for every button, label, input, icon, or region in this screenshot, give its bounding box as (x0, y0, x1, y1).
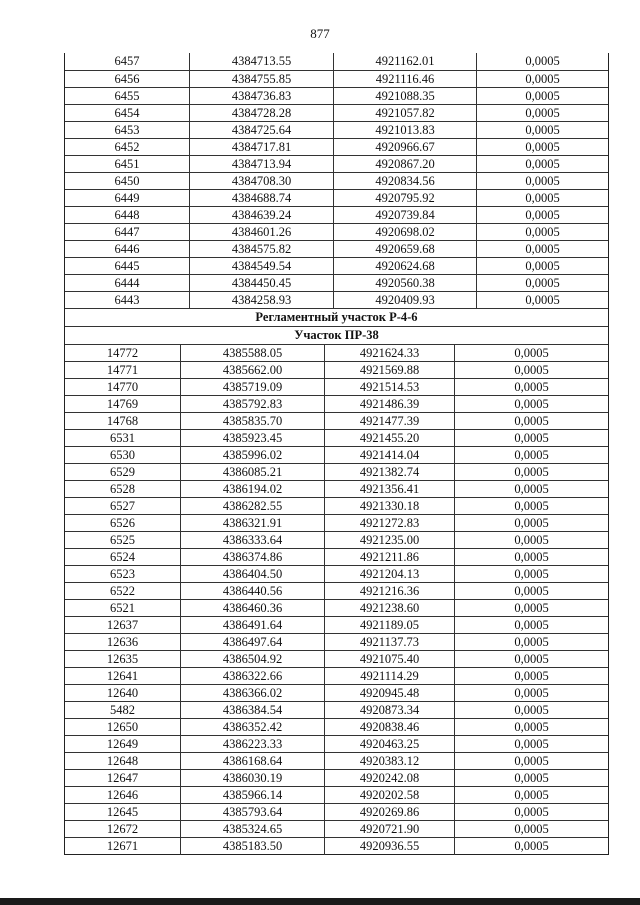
error-cell: 0,0005 (525, 225, 560, 239)
coordinates-table (64, 53, 609, 855)
table-row (65, 240, 608, 257)
point-number-cell: 6523 (65, 566, 181, 583)
y-coordinate-cell: 4920560.38 (334, 275, 477, 292)
table-row (65, 701, 608, 718)
y-coordinate-cell: 4920721.90 (325, 821, 455, 838)
table-row (65, 70, 608, 87)
table-row (65, 463, 608, 480)
error-cell: 0,0005 (525, 89, 560, 103)
x-coordinate-cell: 4386085.21 (181, 464, 325, 481)
y-coordinate-cell: 4920202.58 (325, 787, 455, 804)
y-coordinate-cell: 4921486.39 (325, 396, 455, 413)
y-coordinate-cell: 4921235.00 (325, 532, 455, 549)
error-cell: 0,0005 (514, 584, 549, 598)
point-number-cell: 6447 (65, 224, 190, 241)
point-number-cell: 12648 (65, 753, 181, 770)
point-number-cell: 6530 (65, 447, 181, 464)
y-coordinate-cell: 4920936.55 (325, 838, 455, 855)
point-number-cell: 6528 (65, 481, 181, 498)
error-cell: 0,0005 (514, 346, 549, 360)
error-cell: 0,0005 (514, 771, 549, 785)
error-cell: 0,0005 (514, 805, 549, 819)
table-row (65, 104, 608, 121)
x-coordinate-cell: 4386168.64 (181, 753, 325, 770)
x-coordinate-cell: 4384258.93 (190, 292, 334, 309)
table-row (65, 565, 608, 582)
error-cell: 0,0005 (525, 259, 560, 273)
error-cell: 0,0005 (525, 293, 560, 307)
point-number-cell: 12636 (65, 634, 181, 651)
table-row (65, 633, 608, 650)
error-cell: 0,0005 (514, 550, 549, 564)
point-number-cell: 6531 (65, 430, 181, 447)
x-coordinate-cell: 4384713.55 (190, 53, 334, 70)
error-cell: 0,0005 (514, 618, 549, 632)
y-coordinate-cell: 4921330.18 (325, 498, 455, 515)
section-header: Регламентный участок Р-4-6 (65, 308, 608, 326)
y-coordinate-cell: 4920795.92 (334, 190, 477, 207)
point-number-cell: 12650 (65, 719, 181, 736)
point-number-cell: 6526 (65, 515, 181, 532)
point-number-cell: 12637 (65, 617, 181, 634)
table-row (65, 138, 608, 155)
point-number-cell: 14770 (65, 379, 181, 396)
table-row (65, 87, 608, 104)
x-coordinate-cell: 4384450.45 (190, 275, 334, 292)
x-coordinate-cell: 4386384.54 (181, 702, 325, 719)
y-coordinate-cell: 4921624.33 (325, 345, 455, 362)
error-cell: 0,0005 (525, 208, 560, 222)
y-coordinate-cell: 4920624.68 (334, 258, 477, 275)
point-number-cell: 6451 (65, 156, 190, 173)
table-row (65, 344, 608, 361)
point-number-cell: 6455 (65, 88, 190, 105)
y-coordinate-cell: 4920838.46 (325, 719, 455, 736)
error-cell: 0,0005 (514, 380, 549, 394)
y-coordinate-cell: 4921088.35 (334, 88, 477, 105)
table-row (65, 820, 608, 837)
table-row (65, 206, 608, 223)
table-row (65, 752, 608, 769)
x-coordinate-cell: 4385835.70 (181, 413, 325, 430)
y-coordinate-cell: 4920383.12 (325, 753, 455, 770)
point-number-cell: 14769 (65, 396, 181, 413)
x-coordinate-cell: 4385588.05 (181, 345, 325, 362)
error-cell: 0,0005 (514, 703, 549, 717)
error-cell: 0,0005 (514, 788, 549, 802)
table-row (65, 155, 608, 172)
page-number: 877 (310, 26, 330, 41)
y-coordinate-cell: 4920966.67 (334, 139, 477, 156)
x-coordinate-cell: 4384639.24 (190, 207, 334, 224)
error-cell: 0,0005 (525, 123, 560, 137)
error-cell: 0,0005 (514, 516, 549, 530)
subsection-header: Участок ПР-38 (65, 326, 608, 344)
x-coordinate-cell: 4384755.85 (190, 71, 334, 88)
error-cell: 0,0005 (514, 686, 549, 700)
error-cell: 0,0005 (514, 839, 549, 853)
point-number-cell: 6448 (65, 207, 190, 224)
x-coordinate-cell: 4384549.54 (190, 258, 334, 275)
y-coordinate-cell: 4921514.53 (325, 379, 455, 396)
table-row (65, 378, 608, 395)
table-row (65, 769, 608, 786)
error-cell: 0,0005 (514, 465, 549, 479)
y-coordinate-cell: 4920867.20 (334, 156, 477, 173)
scan-edge-bar (0, 898, 640, 905)
x-coordinate-cell: 4384736.83 (190, 88, 334, 105)
table-row (65, 837, 608, 854)
y-coordinate-cell: 4921189.05 (325, 617, 455, 634)
x-coordinate-cell: 4386352.42 (181, 719, 325, 736)
error-cell: 0,0005 (514, 652, 549, 666)
point-number-cell: 14772 (65, 345, 181, 362)
error-cell: 0,0005 (514, 754, 549, 768)
table-row (65, 480, 608, 497)
x-coordinate-cell: 4385923.45 (181, 430, 325, 447)
table-row (65, 599, 608, 616)
x-coordinate-cell: 4385183.50 (181, 838, 325, 855)
table-row (65, 446, 608, 463)
y-coordinate-cell: 4921057.82 (334, 105, 477, 122)
table-row (65, 514, 608, 531)
x-coordinate-cell: 4386491.64 (181, 617, 325, 634)
x-coordinate-cell: 4385719.09 (181, 379, 325, 396)
table-row (65, 786, 608, 803)
point-number-cell: 6443 (65, 292, 190, 309)
y-coordinate-cell: 4921455.20 (325, 430, 455, 447)
error-cell: 0,0005 (514, 669, 549, 683)
error-cell: 0,0005 (514, 635, 549, 649)
error-cell: 0,0005 (525, 54, 560, 68)
error-cell: 0,0005 (525, 174, 560, 188)
table-row (65, 274, 608, 291)
y-coordinate-cell: 4921414.04 (325, 447, 455, 464)
x-coordinate-cell: 4386030.19 (181, 770, 325, 787)
x-coordinate-cell: 4386374.86 (181, 549, 325, 566)
y-coordinate-cell: 4920698.02 (334, 224, 477, 241)
x-coordinate-cell: 4386460.36 (181, 600, 325, 617)
error-cell: 0,0005 (525, 72, 560, 86)
y-coordinate-cell: 4921238.60 (325, 600, 455, 617)
error-cell: 0,0005 (514, 482, 549, 496)
x-coordinate-cell: 4385792.83 (181, 396, 325, 413)
y-coordinate-cell: 4921114.29 (325, 668, 455, 685)
point-number-cell: 6446 (65, 241, 190, 258)
x-coordinate-cell: 4384601.26 (190, 224, 334, 241)
table-row (65, 189, 608, 206)
point-number-cell: 12646 (65, 787, 181, 804)
y-coordinate-cell: 4921013.83 (334, 122, 477, 139)
point-number-cell: 12672 (65, 821, 181, 838)
x-coordinate-cell: 4385324.65 (181, 821, 325, 838)
point-number-cell: 12640 (65, 685, 181, 702)
x-coordinate-cell: 4386322.66 (181, 668, 325, 685)
y-coordinate-cell: 4921477.39 (325, 413, 455, 430)
table-row (65, 121, 608, 138)
point-number-cell: 12671 (65, 838, 181, 855)
point-number-cell: 6444 (65, 275, 190, 292)
error-cell: 0,0005 (514, 567, 549, 581)
point-number-cell: 6453 (65, 122, 190, 139)
y-coordinate-cell: 4921216.36 (325, 583, 455, 600)
point-number-cell: 12641 (65, 668, 181, 685)
x-coordinate-cell: 4384713.94 (190, 156, 334, 173)
table-row (65, 718, 608, 735)
x-coordinate-cell: 4386404.50 (181, 566, 325, 583)
y-coordinate-cell: 4920945.48 (325, 685, 455, 702)
x-coordinate-cell: 4386333.64 (181, 532, 325, 549)
y-coordinate-cell: 4921382.74 (325, 464, 455, 481)
y-coordinate-cell: 4921075.40 (325, 651, 455, 668)
y-coordinate-cell: 4921116.46 (334, 71, 477, 88)
y-coordinate-cell: 4921211.86 (325, 549, 455, 566)
y-coordinate-cell: 4921272.83 (325, 515, 455, 532)
section-a-rows (65, 53, 608, 308)
table-row (65, 616, 608, 633)
x-coordinate-cell: 4385662.00 (181, 362, 325, 379)
x-coordinate-cell: 4384575.82 (190, 241, 334, 258)
error-cell: 0,0005 (514, 601, 549, 615)
point-number-cell: 6454 (65, 105, 190, 122)
x-coordinate-cell: 4384708.30 (190, 173, 334, 190)
x-coordinate-cell: 4384717.81 (190, 139, 334, 156)
error-cell: 0,0005 (514, 822, 549, 836)
point-number-cell: 6521 (65, 600, 181, 617)
point-number-cell: 6522 (65, 583, 181, 600)
error-cell: 0,0005 (514, 448, 549, 462)
point-number-cell: 6529 (65, 464, 181, 481)
point-number-cell: 14771 (65, 362, 181, 379)
point-number-cell: 6450 (65, 173, 190, 190)
error-cell: 0,0005 (525, 242, 560, 256)
y-coordinate-cell: 4920834.56 (334, 173, 477, 190)
x-coordinate-cell: 4384728.28 (190, 105, 334, 122)
table-row (65, 257, 608, 274)
table-row (65, 650, 608, 667)
x-coordinate-cell: 4386366.02 (181, 685, 325, 702)
x-coordinate-cell: 4385966.14 (181, 787, 325, 804)
error-cell: 0,0005 (525, 106, 560, 120)
table-row (65, 395, 608, 412)
x-coordinate-cell: 4386504.92 (181, 651, 325, 668)
error-cell: 0,0005 (514, 363, 549, 377)
y-coordinate-cell: 4920269.86 (325, 804, 455, 821)
table-row (65, 497, 608, 514)
point-number-cell: 5482 (65, 702, 181, 719)
x-coordinate-cell: 4386440.56 (181, 583, 325, 600)
x-coordinate-cell: 4385996.02 (181, 447, 325, 464)
table-row (65, 582, 608, 599)
x-coordinate-cell: 4386497.64 (181, 634, 325, 651)
error-cell: 0,0005 (525, 140, 560, 154)
error-cell: 0,0005 (514, 720, 549, 734)
x-coordinate-cell: 4386223.33 (181, 736, 325, 753)
point-number-cell: 6456 (65, 71, 190, 88)
y-coordinate-cell: 4920873.34 (325, 702, 455, 719)
table-row (65, 172, 608, 189)
point-number-cell: 12647 (65, 770, 181, 787)
x-coordinate-cell: 4385793.64 (181, 804, 325, 821)
y-coordinate-cell: 4921137.73 (325, 634, 455, 651)
error-cell: 0,0005 (514, 414, 549, 428)
table-row (65, 53, 608, 70)
y-coordinate-cell: 4920739.84 (334, 207, 477, 224)
point-number-cell: 6457 (65, 53, 190, 70)
error-cell: 0,0005 (514, 737, 549, 751)
y-coordinate-cell: 4920463.25 (325, 736, 455, 753)
table-row (65, 429, 608, 446)
table-row (65, 223, 608, 240)
x-coordinate-cell: 4384725.64 (190, 122, 334, 139)
section-b-rows (65, 344, 608, 854)
y-coordinate-cell: 4921569.88 (325, 362, 455, 379)
x-coordinate-cell: 4386194.02 (181, 481, 325, 498)
table-row (65, 531, 608, 548)
error-cell: 0,0005 (514, 499, 549, 513)
point-number-cell: 6524 (65, 549, 181, 566)
y-coordinate-cell: 4921162.01 (334, 53, 477, 70)
error-cell: 0,0005 (514, 397, 549, 411)
error-cell: 0,0005 (525, 276, 560, 290)
table-row (65, 803, 608, 820)
table-row (65, 735, 608, 752)
error-cell: 0,0005 (525, 157, 560, 171)
y-coordinate-cell: 4921356.41 (325, 481, 455, 498)
point-number-cell: 6452 (65, 139, 190, 156)
error-cell: 0,0005 (514, 431, 549, 445)
y-coordinate-cell: 4920242.08 (325, 770, 455, 787)
x-coordinate-cell: 4384688.74 (190, 190, 334, 207)
x-coordinate-cell: 4386282.55 (181, 498, 325, 515)
table-row (65, 361, 608, 378)
y-coordinate-cell: 4921204.13 (325, 566, 455, 583)
point-number-cell: 12649 (65, 736, 181, 753)
table-row (65, 291, 608, 308)
point-number-cell: 6525 (65, 532, 181, 549)
table-row (65, 548, 608, 565)
point-number-cell: 12635 (65, 651, 181, 668)
point-number-cell: 6445 (65, 258, 190, 275)
point-number-cell: 14768 (65, 413, 181, 430)
table-row (65, 667, 608, 684)
point-number-cell: 6527 (65, 498, 181, 515)
y-coordinate-cell: 4920659.68 (334, 241, 477, 258)
error-cell: 0,0005 (514, 533, 549, 547)
point-number-cell: 12645 (65, 804, 181, 821)
y-coordinate-cell: 4920409.93 (334, 292, 477, 309)
error-cell: 0,0005 (525, 191, 560, 205)
table-row (65, 684, 608, 701)
point-number-cell: 6449 (65, 190, 190, 207)
x-coordinate-cell: 4386321.91 (181, 515, 325, 532)
table-row (65, 412, 608, 429)
